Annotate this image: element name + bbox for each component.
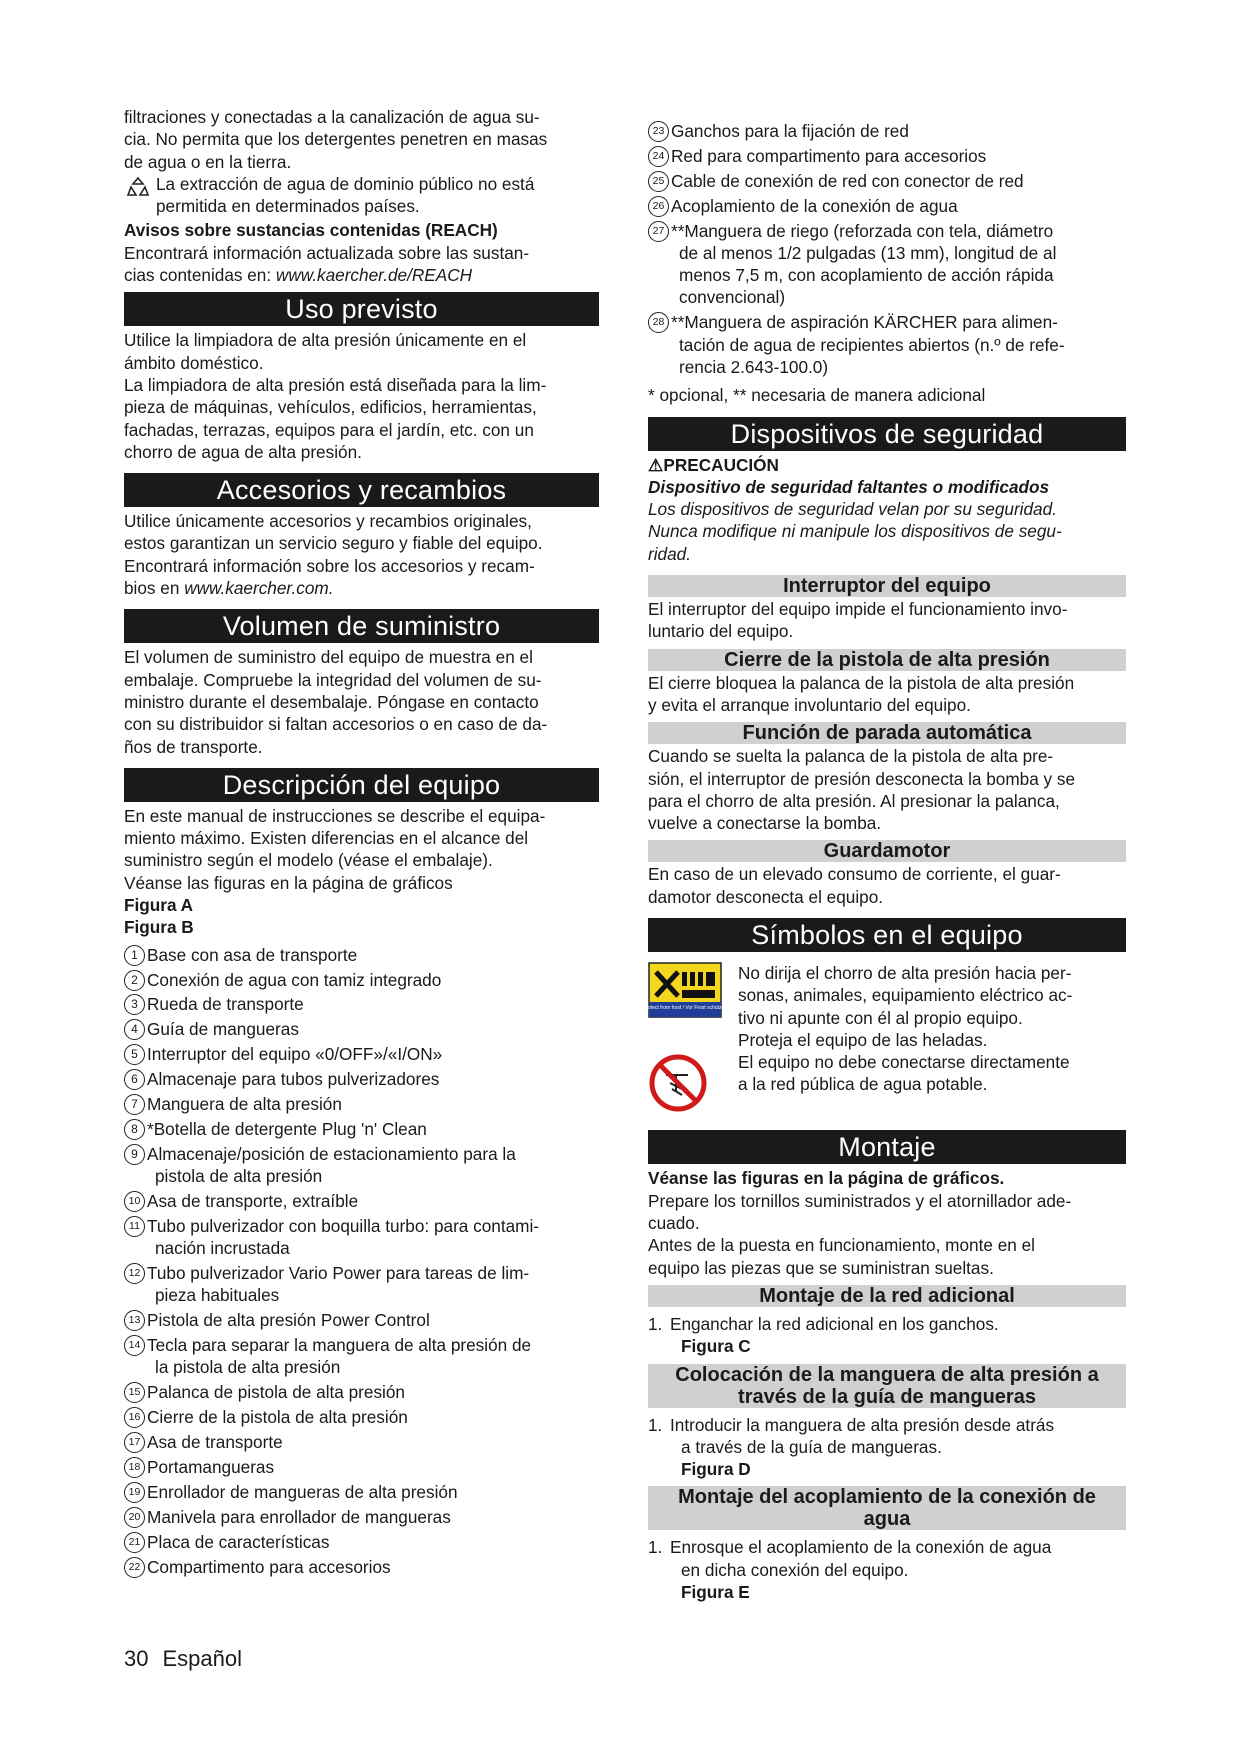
item-label-line: *Botella de detergente Plug 'n' Clean (147, 1118, 427, 1139)
environment-note-line: permitida en determinados países. (156, 196, 420, 217)
item-label (146, 1531, 599, 1553)
item-number-badge: 11 (124, 1216, 145, 1237)
item-label (146, 1381, 599, 1403)
intro-line: de agua o en la tierra. (124, 151, 292, 172)
item-label (146, 1431, 599, 1453)
subheading-colocacion-line: través de la guía de mangueras (738, 1385, 1036, 1408)
component-item (124, 1506, 599, 1528)
caution-line: Nunca modifique ni manipule los dispositivos de segu- (648, 521, 1062, 542)
desc-line: En este manual de instrucciones se describe el equipa- (124, 805, 546, 826)
component-item (124, 1093, 599, 1115)
item-label (670, 195, 1126, 217)
item-number-badge: 6 (124, 1069, 145, 1090)
sub3-line: para el chorro de alta presión. Al presionar la palanca, (648, 790, 1060, 811)
item-label-line: Portamangueras (147, 1456, 275, 1477)
vol-line: embalaje. Compruebe la integridad del volumen de su- (124, 669, 542, 690)
no-drinking-water-connection-icon (648, 1051, 738, 1116)
figure-c-label: Figura C (681, 1336, 751, 1357)
item-label (146, 993, 599, 1015)
right-column (642, 120, 1126, 1603)
uso-line: ámbito doméstico. (124, 352, 264, 373)
item-number-badge: 21 (124, 1532, 145, 1553)
component-item (648, 170, 1126, 192)
item-label-line: Rueda de transporte (147, 994, 304, 1015)
left-column (124, 106, 599, 1580)
symbol-frost-label: Protect from frost / Vor Frost schützen (642, 1004, 728, 1011)
component-item (124, 1118, 599, 1140)
sub1-line: El interruptor del equipo impide el funcionamiento invo- (648, 599, 1068, 620)
item-label-line: de al menos 1/2 pulgadas (13 mm), longitud de al (679, 242, 1057, 263)
subheading-acoplamiento (648, 1486, 1126, 1530)
item-label-line: tación de agua de recipientes abiertos (n.º de refe- (679, 334, 1065, 355)
component-list-continued (648, 120, 1126, 378)
item-label (146, 1406, 599, 1428)
item-label-line: Guía de mangueras (147, 1019, 299, 1040)
section-heading-uso: Uso previsto (124, 292, 599, 326)
item-label-line: Cable de conexión de red con conector de red (671, 170, 1024, 191)
component-item (124, 1043, 599, 1065)
item-label (146, 1043, 599, 1065)
item-label (146, 1334, 599, 1379)
sub4-line: En caso de un elevado consumo de corriente, el guar- (648, 864, 1061, 885)
item-number-badge: 16 (124, 1407, 145, 1428)
item-number-badge: 10 (124, 1191, 145, 1212)
component-item (648, 145, 1126, 167)
reach-text: Encontrará información actualizada sobre las sustan- (124, 242, 530, 263)
no-spray-warning-icon (642, 962, 738, 1023)
reach-link[interactable]: www.kaercher.de/REACH (275, 265, 473, 286)
component-item (124, 944, 599, 966)
item-label (670, 145, 1126, 167)
caution-line (648, 454, 1126, 476)
step-number: 1. (648, 1313, 663, 1334)
item-label-line: pistola de alta presión (155, 1166, 323, 1187)
desc-line: suministro según el modelo (véase el embalaje). (124, 850, 493, 871)
component-item (124, 1143, 599, 1188)
item-label (146, 1262, 599, 1307)
step-number: 1. (648, 1414, 663, 1435)
item-label-line: Cierre de la pistola de alta presión (147, 1407, 408, 1428)
item-label-line: Pistola de alta presión Power Control (147, 1310, 430, 1331)
item-label (146, 1093, 599, 1115)
item-label (146, 1190, 599, 1212)
component-item (124, 1456, 599, 1478)
item-label-line: Base con asa de transporte (147, 944, 358, 965)
subheading-red-adicional: Montaje de la red adicional (648, 1285, 1126, 1307)
item-label-line: Enrollador de mangueras de alta presión (147, 1481, 458, 1502)
sym1-line: tivo ni apunte con él al propio equipo. (738, 1007, 1023, 1028)
subheading-guardamotor: Guardamotor (648, 840, 1126, 862)
component-item (124, 993, 599, 1015)
uso-line: pieza de máquinas, vehículos, edificios, herramientas, (124, 397, 537, 418)
sym2-line: a la red pública de agua potable. (738, 1074, 988, 1095)
component-item (124, 1018, 599, 1040)
warning-triangle-icon: ⚠ (648, 454, 664, 475)
subheading-acoplamiento-line: Montaje del acoplamiento de la conexión de (678, 1486, 1096, 1509)
item-number-badge: 9 (124, 1144, 145, 1165)
component-item (648, 120, 1126, 142)
sym2-line: El equipo no debe conectarse directamente (738, 1052, 1070, 1073)
step-number: 1. (648, 1537, 663, 1558)
item-label-line: Manguera de alta presión (147, 1093, 342, 1114)
uso-line: fachadas, terrazas, equipos para el jardín, etc. con un (124, 419, 534, 440)
vol-line: El volumen de suministro del equipo de muestra en el (124, 647, 533, 668)
subheading-cierre: Cierre de la pistola de alta presión (648, 649, 1126, 671)
item-label (146, 1215, 599, 1260)
page-footer (124, 1646, 256, 1672)
component-item (124, 1309, 599, 1331)
component-item (124, 1531, 599, 1553)
item-label (670, 311, 1126, 378)
reach-text-prefix: cias contenidas en: (124, 265, 276, 286)
figure-e-label: Figura E (681, 1582, 750, 1603)
reach-title: Avisos sobre sustancias contenidas (REACH) (124, 220, 498, 241)
item-label (146, 944, 599, 966)
item-number-badge: 12 (124, 1263, 145, 1284)
subheading-acoplamiento-line: agua (863, 1508, 911, 1531)
item-label-line: nación incrustada (155, 1238, 290, 1259)
sub2-line: El cierre bloquea la palanca de la pistola de alta presión (648, 672, 1075, 693)
recycle-icon (120, 173, 156, 208)
item-number-badge: 3 (124, 994, 145, 1015)
step-text: Introducir la manguera de alta presión desde atrás (670, 1414, 1055, 1435)
item-label-line: Almacenaje para tubos pulverizadores (147, 1069, 440, 1090)
acc-line: estos garantizan un servicio seguro y fiable del equipo. (124, 533, 543, 554)
item-label-line: Tubo pulverizador con boquilla turbo: para contami- (147, 1215, 540, 1236)
montaje-line: Prepare los tornillos suministrados y el atornillador ade- (648, 1190, 1072, 1211)
item-number-badge: 18 (124, 1457, 145, 1478)
subheading-colocacion-line: Colocación de la manguera de alta presión a (675, 1363, 1099, 1386)
item-label-line: Placa de características (147, 1531, 330, 1552)
item-label-line: Palanca de pistola de alta presión (147, 1382, 405, 1403)
item-label-line: Tecla para separar la manguera de alta presión de (147, 1335, 532, 1356)
environment-note-line: La extracción de agua de dominio público no está (156, 173, 535, 194)
step (648, 1414, 1126, 1436)
item-label (146, 1506, 599, 1528)
item-number-badge: 28 (648, 312, 669, 333)
component-item (648, 311, 1126, 378)
acc-line: Encontrará información sobre los accesorios y recam- (124, 555, 535, 576)
step (648, 1536, 1126, 1558)
item-label (146, 1481, 599, 1503)
desc-line: miento máximo. Existen diferencias en el alcance del (124, 828, 529, 849)
item-label-line: Acoplamiento de la conexión de agua (671, 195, 958, 216)
item-label (146, 1018, 599, 1040)
item-label (146, 1143, 599, 1188)
subheading-colocacion (648, 1364, 1126, 1408)
item-number-badge: 1 (124, 945, 145, 966)
component-item (124, 1334, 599, 1379)
item-number-badge: 2 (124, 970, 145, 991)
uso-line: Utilice la limpiadora de alta presión únicamente en el (124, 330, 527, 351)
item-label (146, 1118, 599, 1140)
desc-line: Véanse las figuras en la página de gráficos (124, 872, 453, 893)
sub1-line: luntario del equipo. (648, 621, 794, 642)
item-label-line: Conexión de agua con tamiz integrado (147, 969, 442, 990)
item-label-line: Red para compartimento para accesorios (671, 145, 987, 166)
caution-line: ridad. (648, 543, 691, 564)
section-heading-accesorios: Accesorios y recambios (124, 473, 599, 507)
montaje-line: equipo las piezas que se suministran sueltas. (648, 1257, 994, 1278)
item-number-badge: 22 (124, 1557, 145, 1578)
section-heading-montaje: Montaje (648, 1130, 1126, 1164)
item-label (670, 120, 1126, 142)
footer-language: Español (162, 1646, 242, 1671)
item-label (146, 1456, 599, 1478)
section-heading-volumen: Volumen de suministro (124, 609, 599, 643)
item-label (146, 969, 599, 991)
montaje-line: cuado. (648, 1213, 700, 1234)
item-label (670, 220, 1126, 309)
component-item (124, 1431, 599, 1453)
item-label-line: Tubo pulverizador Vario Power para tareas de lim- (147, 1263, 530, 1283)
sub3-line: sión, el interruptor de presión desconecta la bomba y se (648, 768, 1076, 789)
item-label-line: **Manguera de riego (reforzada con tela, diámetro (671, 220, 1054, 241)
montaje-bold-line: Véanse las figuras en la página de gráficos. (648, 1168, 1005, 1189)
caution-line: Los dispositivos de seguridad velan por su seguridad. (648, 499, 1057, 520)
item-number-badge: 17 (124, 1432, 145, 1453)
item-label-line: la pistola de alta presión (155, 1357, 341, 1378)
footnote: * opcional, ** necesaria de manera adicional (648, 385, 986, 406)
item-number-badge: 23 (648, 121, 669, 142)
uso-line: La limpiadora de alta presión está diseñada para la lim- (124, 374, 547, 395)
step (648, 1313, 1126, 1335)
component-item (124, 1481, 599, 1503)
item-number-badge: 14 (124, 1335, 145, 1356)
component-item (124, 1381, 599, 1403)
item-number-badge: 20 (124, 1507, 145, 1528)
item-label-line: Ganchos para la fijación de red (671, 121, 909, 141)
item-number-badge: 25 (648, 171, 669, 192)
subheading-parada: Función de parada automática (648, 722, 1126, 744)
item-number-badge: 27 (648, 221, 669, 242)
subheading-interruptor: Interruptor del equipo (648, 575, 1126, 597)
component-item (648, 220, 1126, 309)
acc-last-prefix: bios en (124, 578, 185, 599)
component-item (124, 1215, 599, 1260)
item-number-badge: 24 (648, 146, 669, 167)
item-number-badge: 15 (124, 1382, 145, 1403)
montaje-line: Antes de la puesta en funcionamiento, monte en el (648, 1235, 1035, 1256)
item-label-line: Asa de transporte (147, 1432, 283, 1453)
item-label (146, 1068, 599, 1090)
item-number-badge: 19 (124, 1482, 145, 1503)
environment-note (120, 173, 599, 218)
sym1-line: Proteja el equipo de las heladas. (738, 1029, 988, 1050)
component-item (648, 195, 1126, 217)
item-label-line: **Manguera de aspiración KÄRCHER para alimen- (671, 312, 1058, 333)
caution-title: Dispositivo de seguridad faltantes o modificados (648, 476, 1050, 497)
sub3-line: Cuando se suelta la palanca de la pistola de alta pre- (648, 746, 1054, 767)
item-number-badge: 26 (648, 196, 669, 217)
item-number-badge: 13 (124, 1310, 145, 1331)
item-label-line: Interruptor del equipo «0/OFF»/«I/ON» (147, 1044, 443, 1065)
step-text-cont: en dicha conexión del equipo. (681, 1559, 909, 1580)
item-number-badge: 7 (124, 1094, 145, 1115)
component-item (124, 1068, 599, 1090)
item-label-line: rencia 2.643-100.0) (679, 356, 829, 377)
uso-line: chorro de agua de alta presión. (124, 441, 362, 462)
item-number-badge: 8 (124, 1119, 145, 1140)
item-label-line: convencional) (679, 287, 786, 308)
acc-link[interactable]: www.kaercher.com. (184, 578, 334, 599)
symbol-row (648, 1051, 1126, 1116)
step-text-cont: a través de la guía de mangueras. (681, 1436, 942, 1457)
item-label-line: Compartimento para accesorios (147, 1556, 391, 1577)
component-item (124, 1406, 599, 1428)
intro-line: cia. No permita que los detergentes penetren en masas (124, 129, 548, 150)
page-number: 30 (124, 1646, 149, 1671)
component-item (124, 1556, 599, 1578)
item-label-line: menos 7,5 m, con acoplamiento de acción rápida (679, 265, 1054, 286)
sub3-line: vuelve a conectarse la bomba. (648, 813, 882, 834)
reach-text-2 (124, 264, 599, 286)
item-label-line: pieza habituales (155, 1285, 280, 1306)
item-label (670, 170, 1126, 192)
component-item (124, 969, 599, 991)
caution-label: PRECAUCIÓN (663, 454, 779, 475)
item-label (146, 1556, 599, 1578)
step-text: Enrosque el acoplamiento de la conexión de agua (670, 1537, 1052, 1558)
component-item (124, 1262, 599, 1307)
figure-b-label: Figura B (124, 917, 194, 938)
vol-line: con su distribuidor si faltan accesorios o en caso de da- (124, 714, 548, 735)
item-number-badge: 4 (124, 1019, 145, 1040)
item-label-line: Almacenaje/posición de estacionamiento para la (147, 1143, 516, 1164)
acc-line: Utilice únicamente accesorios y recambios originales, (124, 511, 532, 532)
sym1-line: sonas, animales, equipamiento eléctrico ac- (738, 985, 1073, 1006)
sub4-line: damotor desconecta el equipo. (648, 886, 884, 907)
figure-a-label: Figura A (124, 895, 194, 916)
section-heading-descripcion: Descripción del equipo (124, 768, 599, 802)
sym1-line: No dirija el chorro de alta presión hacia per- (738, 962, 1072, 983)
item-number-badge: 5 (124, 1044, 145, 1065)
section-heading-simbolos: Símbolos en el equipo (648, 918, 1126, 952)
item-label (146, 1309, 599, 1331)
vol-line: ños de transporte. (124, 736, 263, 757)
component-item (124, 1190, 599, 1212)
item-label-line: Asa de transporte, extraíble (147, 1190, 359, 1211)
acc-line-last (124, 577, 599, 599)
sub2-line: y evita el arranque involuntario del equipo. (648, 694, 971, 715)
vol-line: ministro durante el desembalaje. Póngase en contacto (124, 691, 539, 712)
figure-d-label: Figura D (681, 1459, 751, 1480)
section-heading-seguridad: Dispositivos de seguridad (648, 417, 1126, 451)
intro-line: filtraciones y conectadas a la canalización de agua su- (124, 107, 540, 127)
component-list (124, 944, 599, 1578)
item-label-line: Manivela para enrollador de mangueras (147, 1506, 451, 1527)
symbol-row (642, 962, 1126, 1051)
step-text: Enganchar la red adicional en los ganchos. (670, 1313, 999, 1334)
